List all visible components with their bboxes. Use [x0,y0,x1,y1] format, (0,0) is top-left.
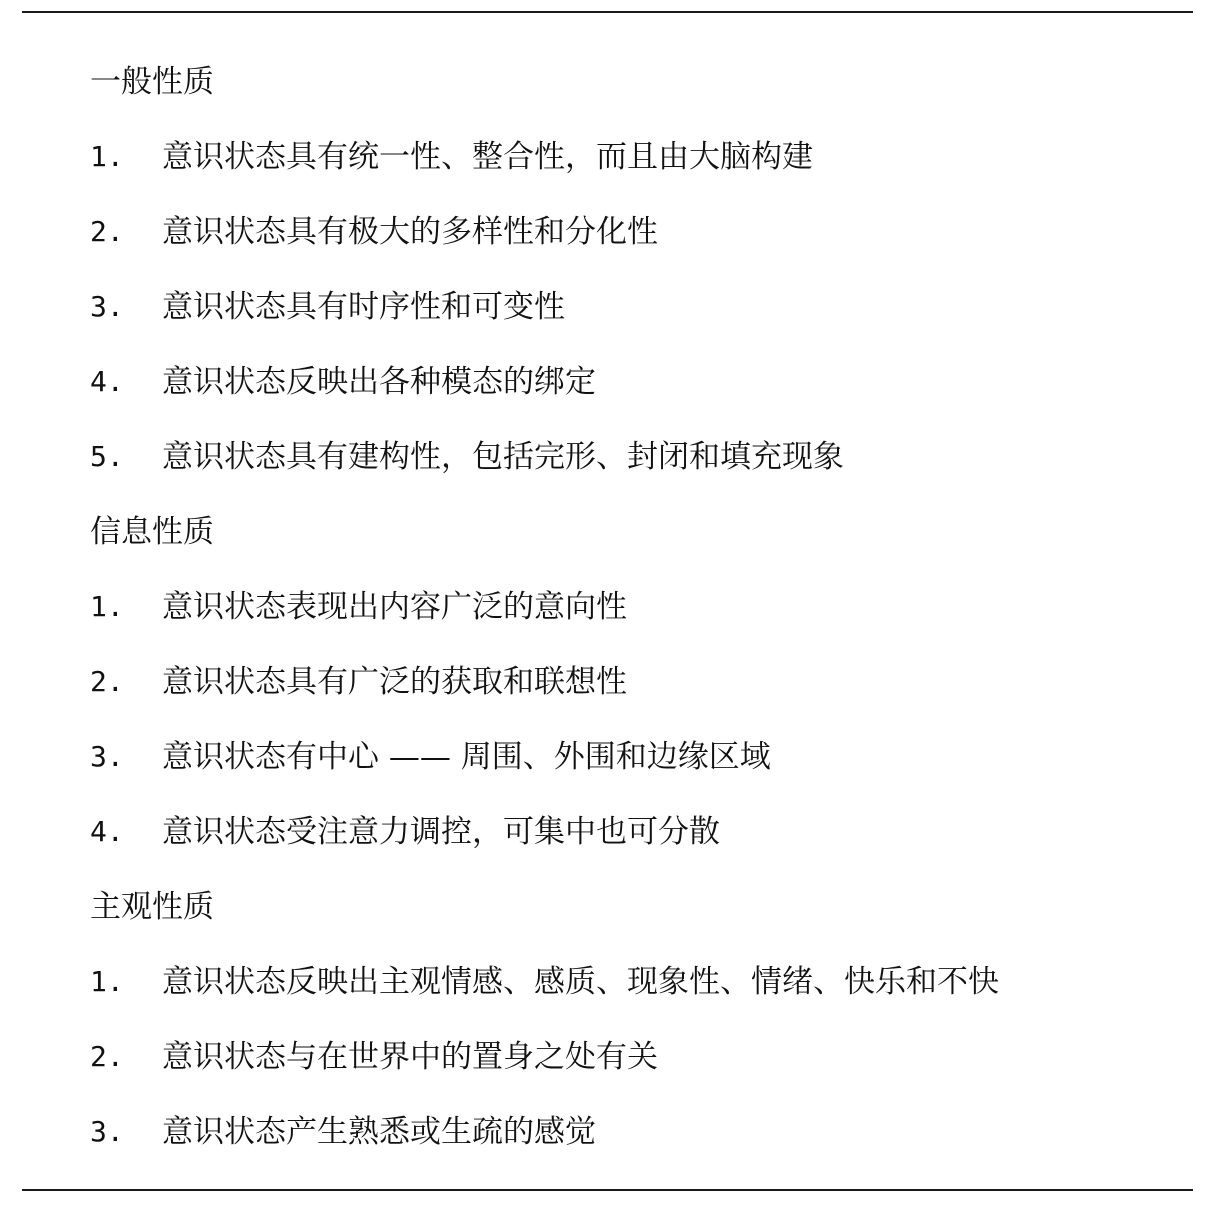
item-number: 1. [90,140,124,173]
item-number: 3. [90,1115,124,1148]
section-heading-information: 信息性质 [90,514,214,550]
item-text: 意识状态与在世界中的置身之处有关 [162,1039,658,1075]
item-number: 1. [90,965,124,998]
item-number: 5. [90,440,124,473]
list-item [90,1104,1170,1179]
list-item [90,129,1170,204]
item-text: 意识状态具有统一性、整合性，而且由大脑构建 [162,139,813,175]
item-number: 2. [90,1040,124,1073]
list-item [90,804,1170,879]
list-item [90,954,1170,1029]
item-text: 意识状态反映出各种模态的绑定 [162,364,596,400]
list-item [90,204,1170,279]
item-text: 意识状态具有广泛的获取和联想性 [162,664,627,700]
item-text: 意识状态产生熟悉或生疏的感觉 [162,1114,596,1150]
bottom-rule [22,1189,1193,1191]
list-item [90,429,1170,504]
item-number: 4. [90,365,124,398]
item-text: 意识状态具有建构性，包括完形、封闭和填充现象 [162,439,844,475]
section-heading-general: 一般性质 [90,64,214,100]
item-text: 意识状态反映出主观情感、感质、现象性、情绪、快乐和不快 [162,964,999,1000]
item-number: 4. [90,815,124,848]
item-number: 1. [90,590,124,623]
item-text: 意识状态具有时序性和可变性 [162,289,565,325]
list-item [90,579,1170,654]
list-item [90,729,1170,804]
list-item [90,654,1170,729]
properties-list [90,54,1170,1179]
list-item [90,1029,1170,1104]
item-number: 2. [90,665,124,698]
item-number: 3. [90,740,124,773]
item-text: 意识状态表现出内容广泛的意向性 [162,589,627,625]
item-number: 3. [90,290,124,323]
item-number: 2. [90,215,124,248]
item-text: 意识状态受注意力调控，可集中也可分散 [162,814,720,850]
section-heading-subjective: 主观性质 [90,889,214,925]
list-item [90,279,1170,354]
item-text: 意识状态有中心 —— 周围、外围和边缘区域 [162,739,771,775]
list-item [90,354,1170,429]
item-text: 意识状态具有极大的多样性和分化性 [162,214,658,250]
top-rule [22,11,1193,13]
